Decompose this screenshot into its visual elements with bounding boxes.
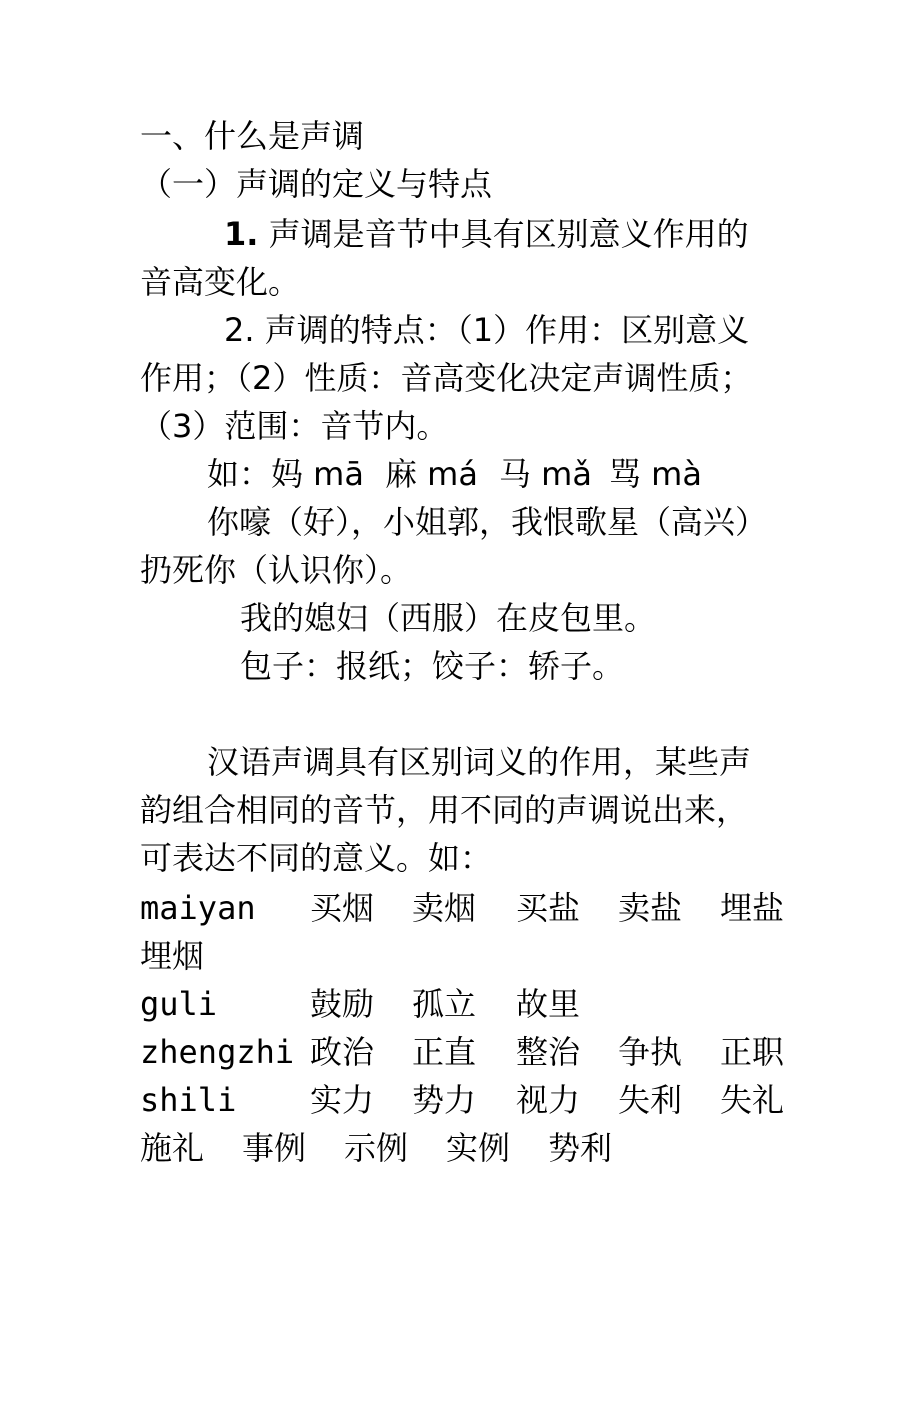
pinyin-label: shili	[140, 1081, 237, 1119]
word: 孤立	[412, 985, 477, 1023]
word: 埋烟	[140, 937, 205, 975]
pinyin-label: guli	[140, 985, 218, 1023]
example-line	[207, 454, 807, 734]
joke-line-2: 扔死你（认识你）。	[140, 551, 413, 589]
word: 争执	[618, 1033, 683, 1071]
word: 卖盐	[618, 889, 683, 927]
example-prefix: 如：	[207, 455, 272, 493]
definition-line-1	[224, 214, 749, 254]
example-word: 马 mǎ	[499, 455, 592, 493]
features-line-3: （3）范围：音节内。	[140, 407, 449, 445]
joke-line-3: 我的媳妇（西服）在皮包里。	[240, 599, 657, 637]
example-word: 骂 mà	[609, 455, 702, 493]
word: 失礼	[720, 1081, 785, 1119]
example-word: 麻 má	[385, 455, 478, 493]
definition-line-2: 音高变化。	[140, 263, 301, 301]
word: 势力	[412, 1081, 477, 1119]
word: 买烟	[310, 889, 375, 927]
example-word: 妈 mā	[271, 455, 364, 493]
paragraph-line-2: 韵组合相同的音节，用不同的声调说出来，	[140, 791, 749, 829]
section-heading: 一、什么是声调	[140, 117, 365, 155]
word: 埋盐	[720, 889, 785, 927]
word: 整治	[516, 1033, 581, 1071]
word: 失利	[618, 1081, 683, 1119]
word: 实力	[310, 1081, 375, 1119]
features-line-2: 作用；（2）性质：音高变化决定声调性质；	[140, 359, 753, 397]
pinyin-label: maiyan	[140, 889, 256, 927]
pinyin-label: zhengzhi	[140, 1033, 295, 1071]
word-row	[140, 1128, 800, 1408]
subsection-heading: （一）声调的定义与特点	[140, 165, 493, 203]
word: 政治	[310, 1033, 375, 1071]
joke-line-1: 你嚎（好），小姐郭，我恨歌星（高兴）	[207, 503, 768, 541]
word: 事例	[242, 1129, 307, 1167]
word: 实例	[446, 1129, 511, 1167]
word: 正直	[412, 1033, 477, 1071]
paragraph-line-3: 可表达不同的意义。如：	[140, 839, 493, 877]
word: 正职	[720, 1033, 785, 1071]
word: 势利	[548, 1129, 613, 1167]
word: 示例	[344, 1129, 409, 1167]
joke-line-4: 包子：报纸；饺子：轿子。	[240, 647, 625, 685]
word: 买盐	[516, 889, 581, 927]
definition-text: 声调是音节中具有区别意义作用的	[268, 215, 749, 253]
word: 施礼	[140, 1129, 205, 1167]
features-line-1: 2. 声调的特点：（1）作用：区别意义	[224, 311, 750, 349]
item-number: 1.	[224, 215, 259, 253]
word: 鼓励	[310, 985, 375, 1023]
word: 卖烟	[412, 889, 477, 927]
paragraph-line-1: 汉语声调具有区别词义的作用，某些声	[207, 743, 752, 781]
word: 故里	[516, 985, 581, 1023]
word: 视力	[516, 1081, 581, 1119]
